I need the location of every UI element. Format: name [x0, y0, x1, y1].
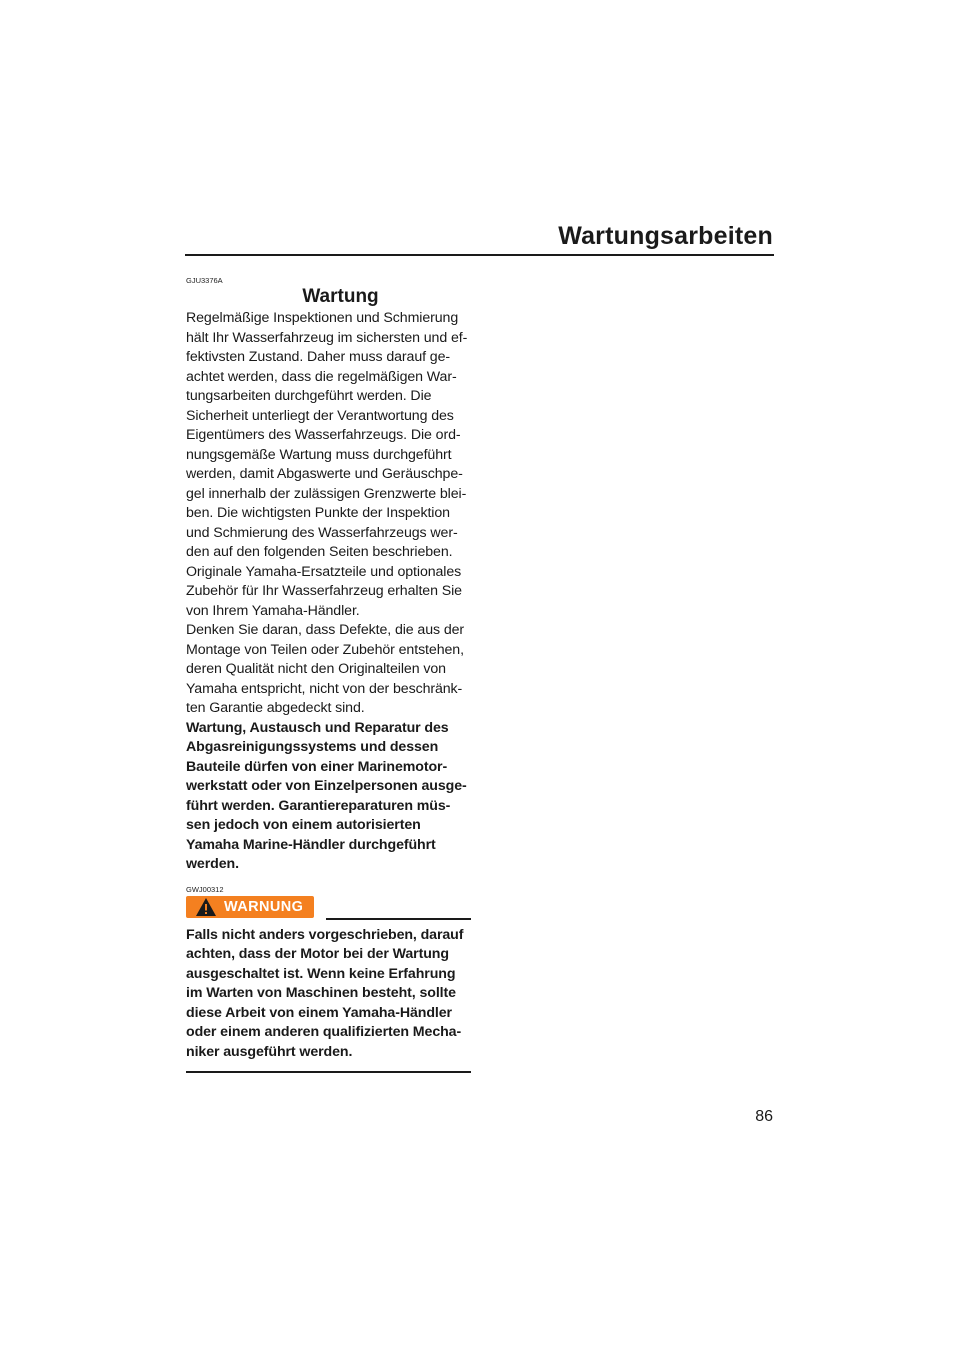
warning-badge: [186, 896, 314, 918]
paragraph-warranty: Denken Sie daran, dass Defekte, die aus der Montage von Teilen oder Zubehör entstehen, deren Qualität nicht den Originalteilen von Yamaha entspricht, nicht von der beschränk- ten Garantie abgedeckt sind.: [186, 622, 465, 716]
warning-bottom-rule: [186, 1071, 471, 1073]
page-number: 86: [755, 1108, 773, 1125]
paragraph-maintenance: Regelmäßige Inspektionen und Schmierung hält Ihr Wasserfahrzeug im sichersten und ef- fektivsten Zustand. Daher muss darauf ge- achtet werden, dass die regelmäßigen War- tungsarbeiten durchgeführt werden. Die Sicherheit unterliegt der Verantwortung des Eigentümers des Wasserfahrzeugs. Die ord- nungsgemäße Wartung muss durchgeführt werden, damit Abgaswerte und Geräuschpe- gel innerhalb der zulässigen Grenzwerte blei- ben. Die wichtigsten Punkte der Inspektion und Schmierung des Wasserfahrzeugs wer- den auf den folgenden Seiten beschrieben.: [186, 310, 468, 560]
warning-header: [186, 896, 471, 920]
section-code: GJU3376A: [186, 276, 223, 285]
warning-code: GWJ00312: [186, 884, 224, 894]
title-rule: [185, 254, 774, 256]
warning-triangle-icon: [195, 897, 217, 917]
content-column: [186, 276, 471, 1073]
warning-label: WARNUNG: [224, 898, 304, 915]
paragraph-emission-system: Wartung, Austausch und Reparatur des Abgasreinigungssystems und dessen Bauteile dürfen von einer Marinemotor- werkstatt oder von Einzelpersonen ausge- führt werden. Garantiereparaturen müs- sen jedoch von einem autorisierten Yamaha Marine-Händler durchgeführt werden.: [186, 719, 467, 872]
page-title: Wartungsarbeiten: [558, 222, 773, 250]
paragraph-parts: Originale Yamaha-Ersatzteile und optionales Zubehör für Ihr Wasserfahrzeug erhalten Sie von Ihrem Yamaha-Händler.: [186, 563, 462, 619]
warning-top-rule: [326, 918, 471, 920]
section-heading: Wartung: [302, 286, 379, 307]
warning-text: Falls nicht anders vorgeschrieben, darauf achten, dass der Motor bei der Wartung ausgeschaltet ist. Wenn keine Erfahrung im Warten von Maschinen besteht, sollte diese Arbeit von einem Yamaha-Händler oder einem anderen qualifizierten Mecha- niker ausgeführt werden.: [186, 926, 464, 1060]
